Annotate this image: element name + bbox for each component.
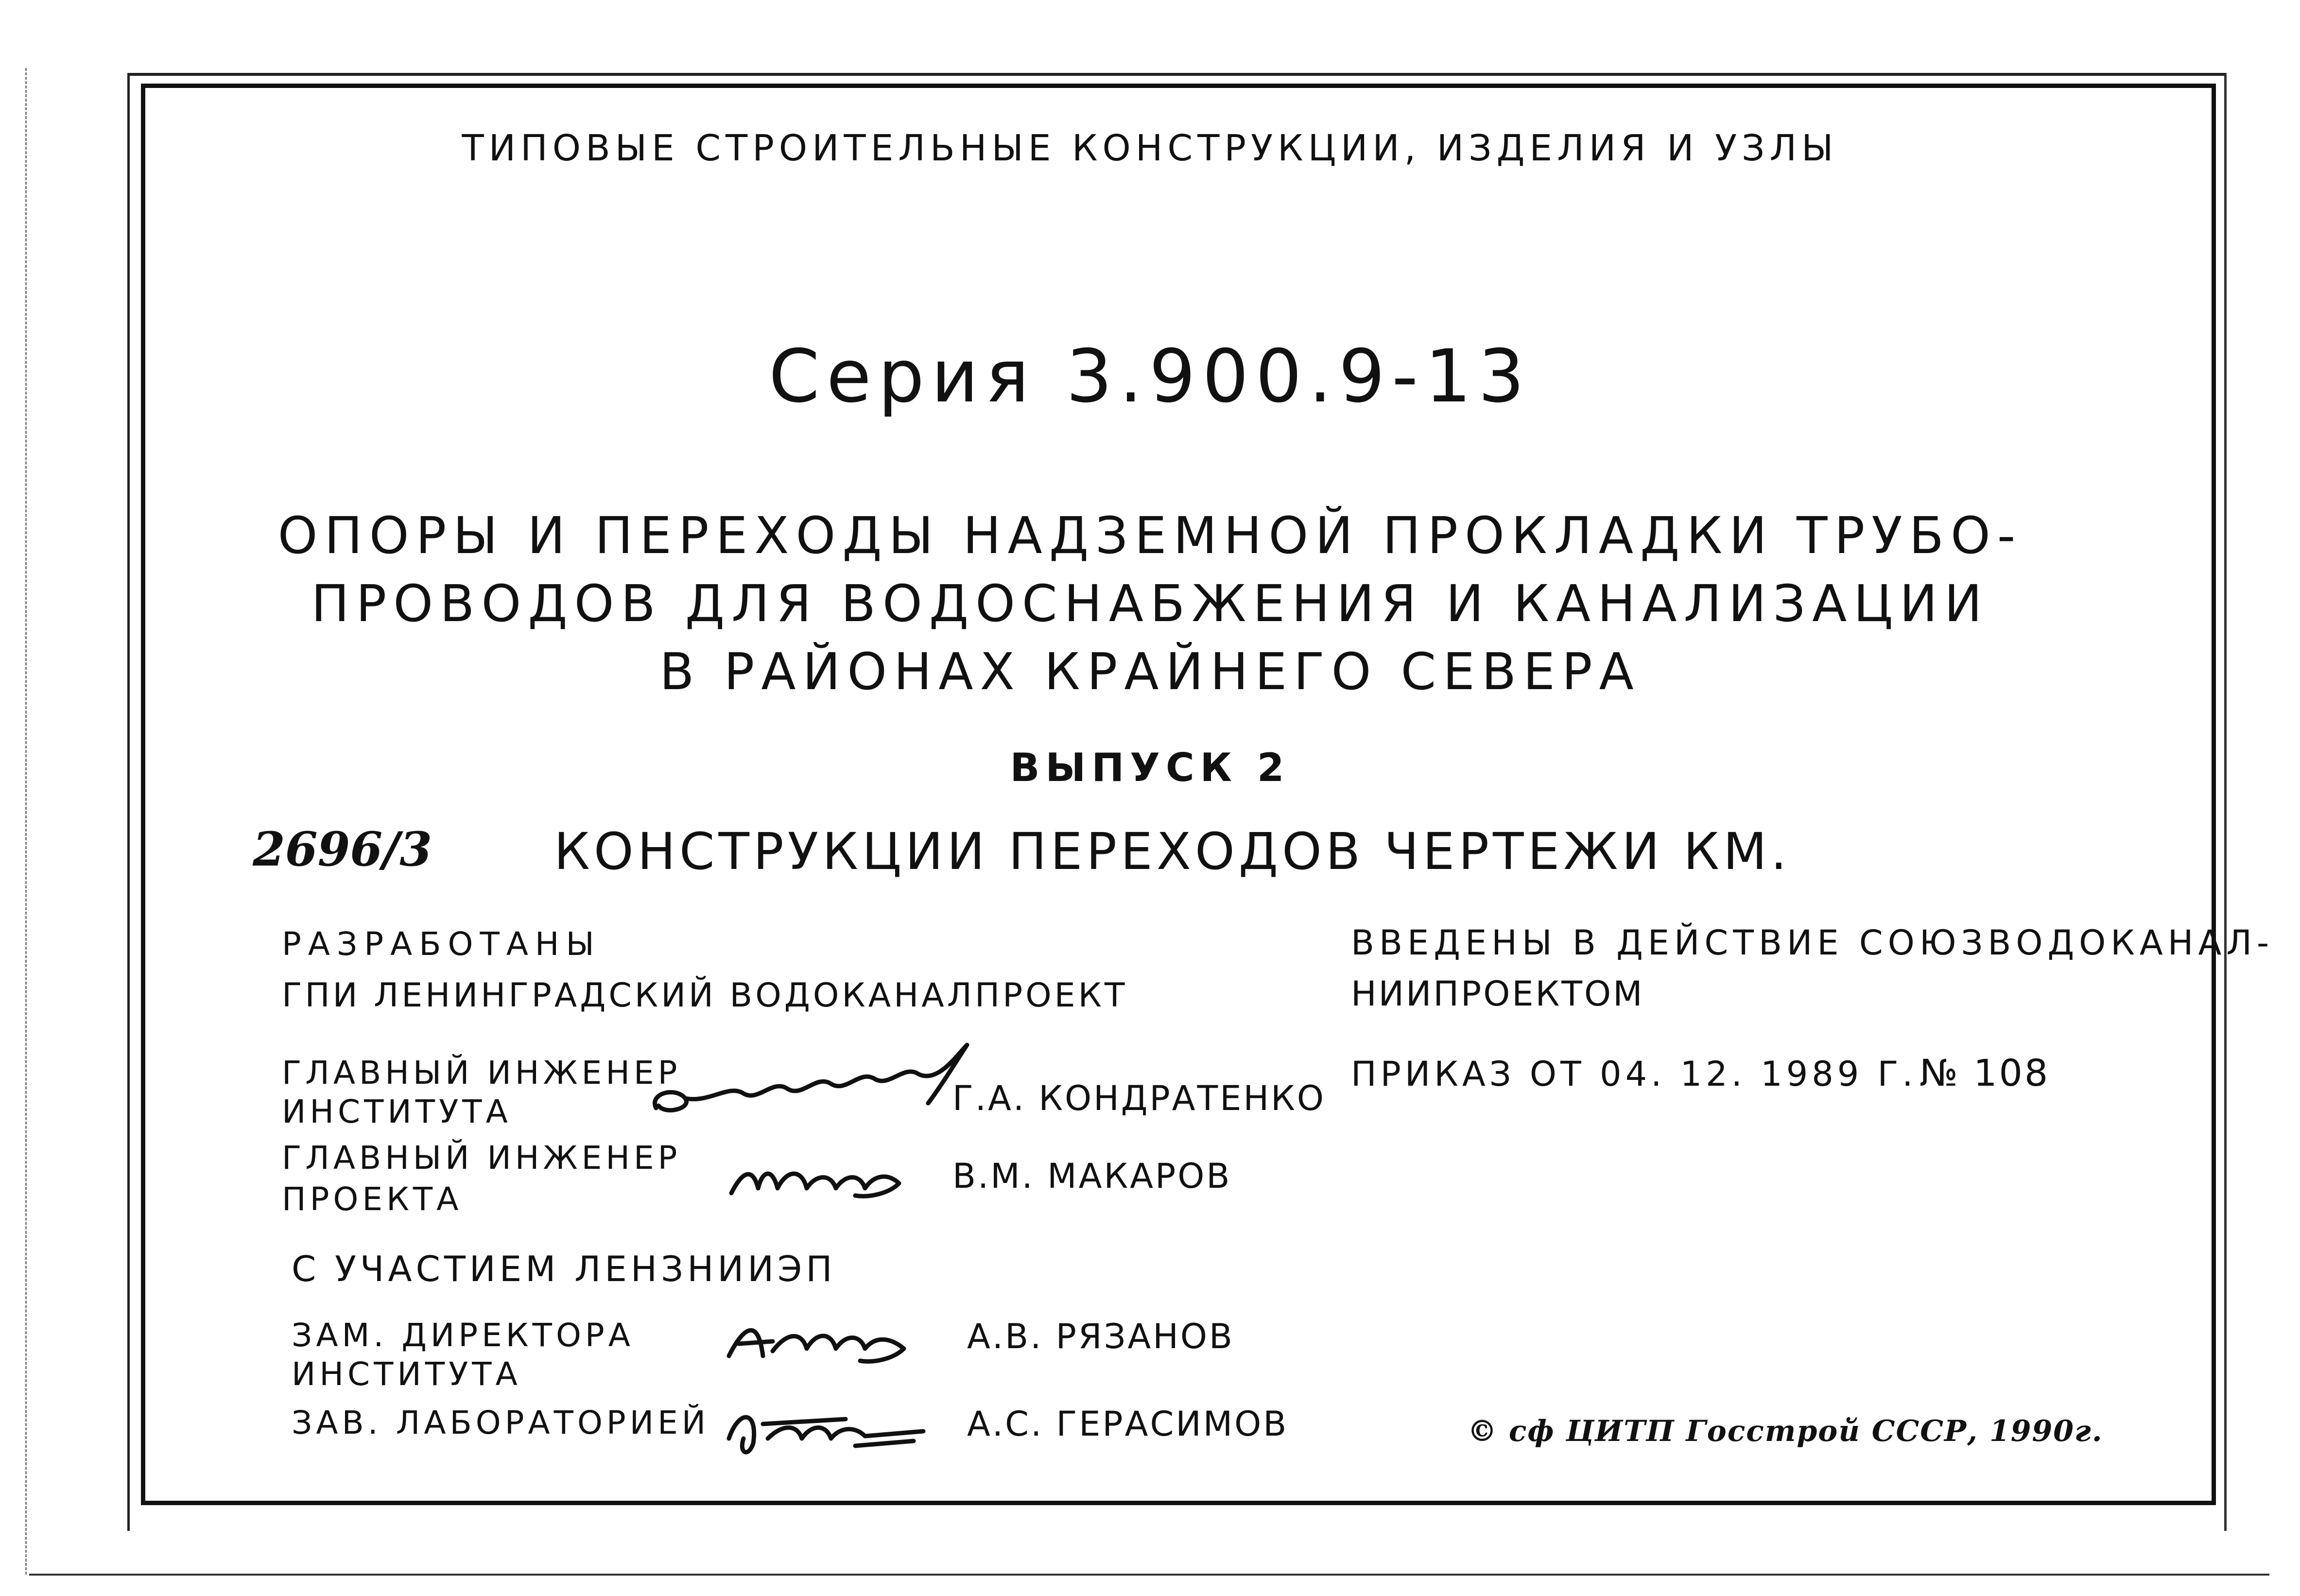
signature-kondratenko: [646, 1025, 996, 1132]
signatory-1-role-line-1: ГЛАВНЫЙ ИНЖЕНЕР: [282, 1054, 681, 1092]
title-line-2: ПРОВОДОВ ДЛЯ ВОДОСНАБЖЕНИЯ И КАНАЛИЗАЦИИ: [311, 574, 1989, 633]
series-label: Серия 3.900.9-13: [768, 334, 1532, 419]
signature-gerasimov: [719, 1390, 933, 1463]
inventory-number: 2696/3: [253, 822, 432, 877]
signatory-2-name: В.М. МАКАРОВ: [952, 1156, 1232, 1196]
signatory-1-name: Г.А. КОНДРАТЕНКО: [952, 1078, 1326, 1118]
inner-frame: [141, 84, 2216, 1505]
signature-makarov: [724, 1140, 918, 1213]
signatory-3-name: А.В. РЯЗАНОВ: [967, 1317, 1235, 1356]
participation-label: С УЧАСТИЕМ ЛЕНЗНИИЭП: [292, 1249, 836, 1289]
developed-org: ГПИ ЛЕНИНГРАДСКИЙ ВОДОКАНАЛПРОЕКТ: [282, 976, 1128, 1015]
signature-ryazanov: [719, 1302, 923, 1375]
binding-cut-line: [25, 68, 27, 1575]
issue-label: ВЫПУСК 2: [1010, 745, 1290, 790]
header-title: ТИПОВЫЕ СТРОИТЕЛЬНЫЕ КОНСТРУКЦИИ, ИЗДЕЛИЯ И УЗЛЫ: [462, 127, 1838, 169]
title-line-1: ОПОРЫ И ПЕРЕХОДЫ НАДЗЕМНОЙ ПРОКЛАДКИ ТРУБО-: [277, 506, 2023, 565]
signatory-3-role-line-1: ЗАМ. ДИРЕКТОРА: [292, 1317, 634, 1354]
signatory-4-role: ЗАВ. ЛАБОРАТОРИЕЙ: [292, 1404, 710, 1441]
order-date: ПРИКАЗ ОТ 04. 12. 1989 Г.: [1351, 1054, 1917, 1094]
enacted-line-1: ВВЕДЕНЫ В ДЕЙСТВИЕ СОЮЗВОДОКАНАЛ-: [1351, 923, 2274, 963]
signatory-2-role-line-2: ПРОЕКТА: [282, 1180, 463, 1218]
signatory-3-role-line-2: ИНСТИТУТА: [292, 1355, 521, 1393]
copyright-stamp: © сф ЦИТП Госстрой СССР, 1990г.: [1468, 1414, 2103, 1448]
signatory-4-name: А.С. ГЕРАСИМОВ: [967, 1404, 1289, 1444]
volume-title: КОНСТРУКЦИИ ПЕРЕХОДОВ ЧЕРТЕЖИ КМ.: [554, 822, 1791, 881]
signatory-2-role-line-1: ГЛАВНЫЙ ИНЖЕНЕР: [282, 1139, 681, 1177]
signatory-1-role-line-2: ИНСТИТУТА: [282, 1093, 512, 1130]
order-number: № 108: [1920, 1051, 2050, 1094]
title-line-3: В РАЙОНАХ КРАЙНЕГО СЕВЕРА: [659, 642, 1641, 701]
enacted-line-2: НИИПРОЕКТОМ: [1351, 974, 1644, 1014]
outer-frame-bottom-line: [29, 1574, 2269, 1576]
developed-label: РАЗРАБОТАНЫ: [282, 925, 601, 963]
